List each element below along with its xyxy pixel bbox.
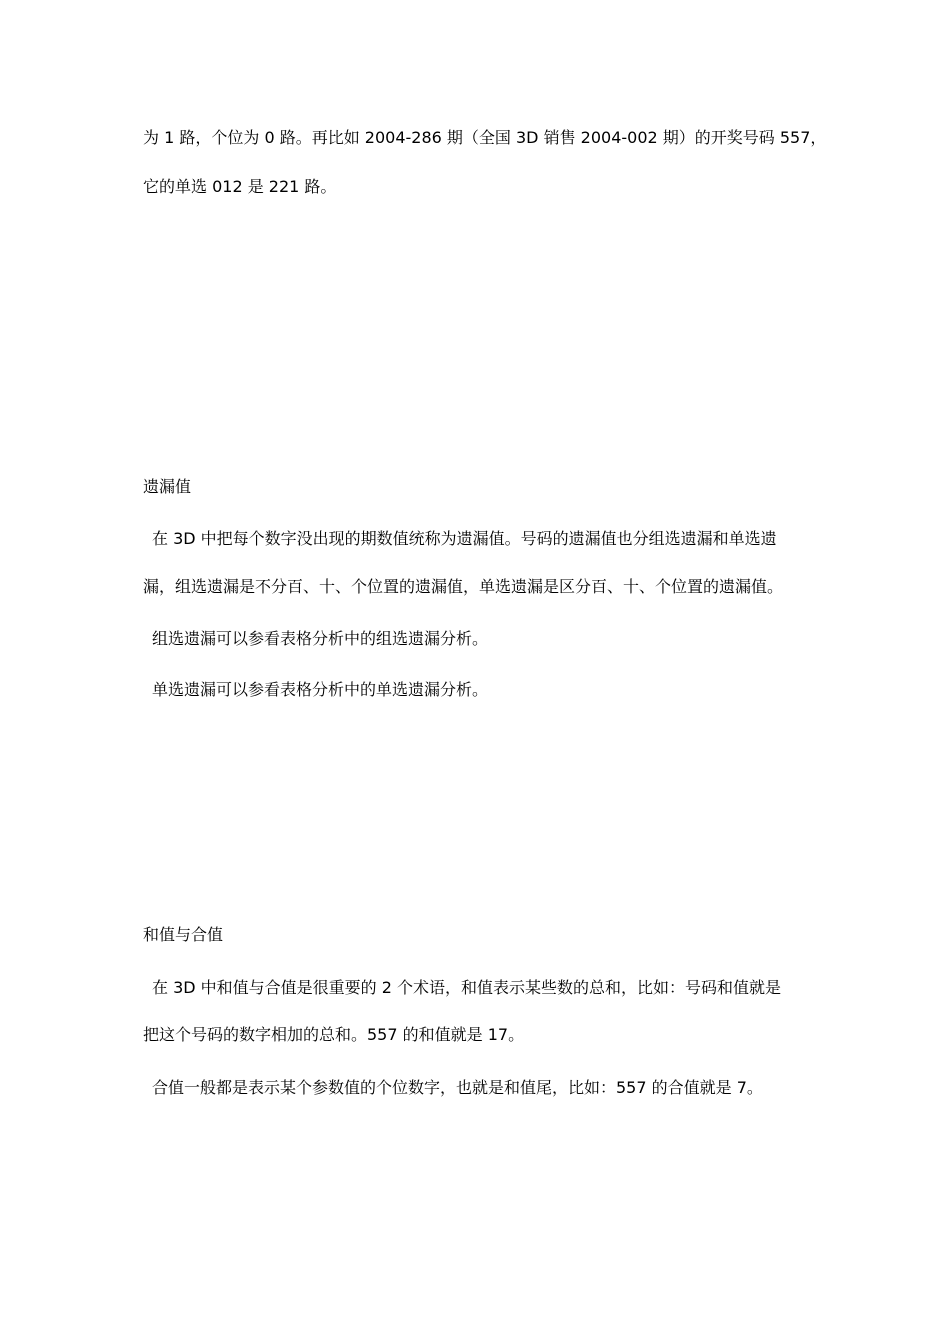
missing-para2: 组选遗漏可以参看表格分析中的组选遗漏分析。 bbox=[152, 629, 489, 648]
intro-line-1: 为 1 路，个位为 0 路。再比如 2004-286 期（全国 3D 销售 2004-002 期）的开奖号码 557， bbox=[143, 128, 827, 147]
missing-para3: 单选遗漏可以参看表格分析中的单选遗漏分析。 bbox=[152, 680, 489, 699]
missing-para1-line2: 漏，组选遗漏是不分百、十、个位置的遗漏值，单选遗漏是区分百、十、个位置的遗漏值。 bbox=[143, 577, 784, 596]
sum-para1-line2: 把这个号码的数字相加的总和。557 的和值就是 17。 bbox=[143, 1025, 525, 1044]
intro-line-2: 它的单选 012 是 221 路。 bbox=[143, 177, 337, 196]
section-heading-missing-value: 遗漏值 bbox=[143, 477, 192, 496]
sum-para1-line1: 在 3D 中和值与合值是很重要的 2 个术语，和值表示某些数的总和，比如：号码和值就是 bbox=[152, 978, 782, 997]
missing-para1-line1: 在 3D 中把每个数字没出现的期数值统称为遗漏值。号码的遗漏值也分组选遗漏和单选遗 bbox=[152, 529, 777, 548]
section-heading-sum-value: 和值与合值 bbox=[143, 925, 224, 944]
sum-para2: 合值一般都是表示某个参数值的个位数字，也就是和值尾，比如：557 的合值就是 7。 bbox=[152, 1078, 763, 1097]
